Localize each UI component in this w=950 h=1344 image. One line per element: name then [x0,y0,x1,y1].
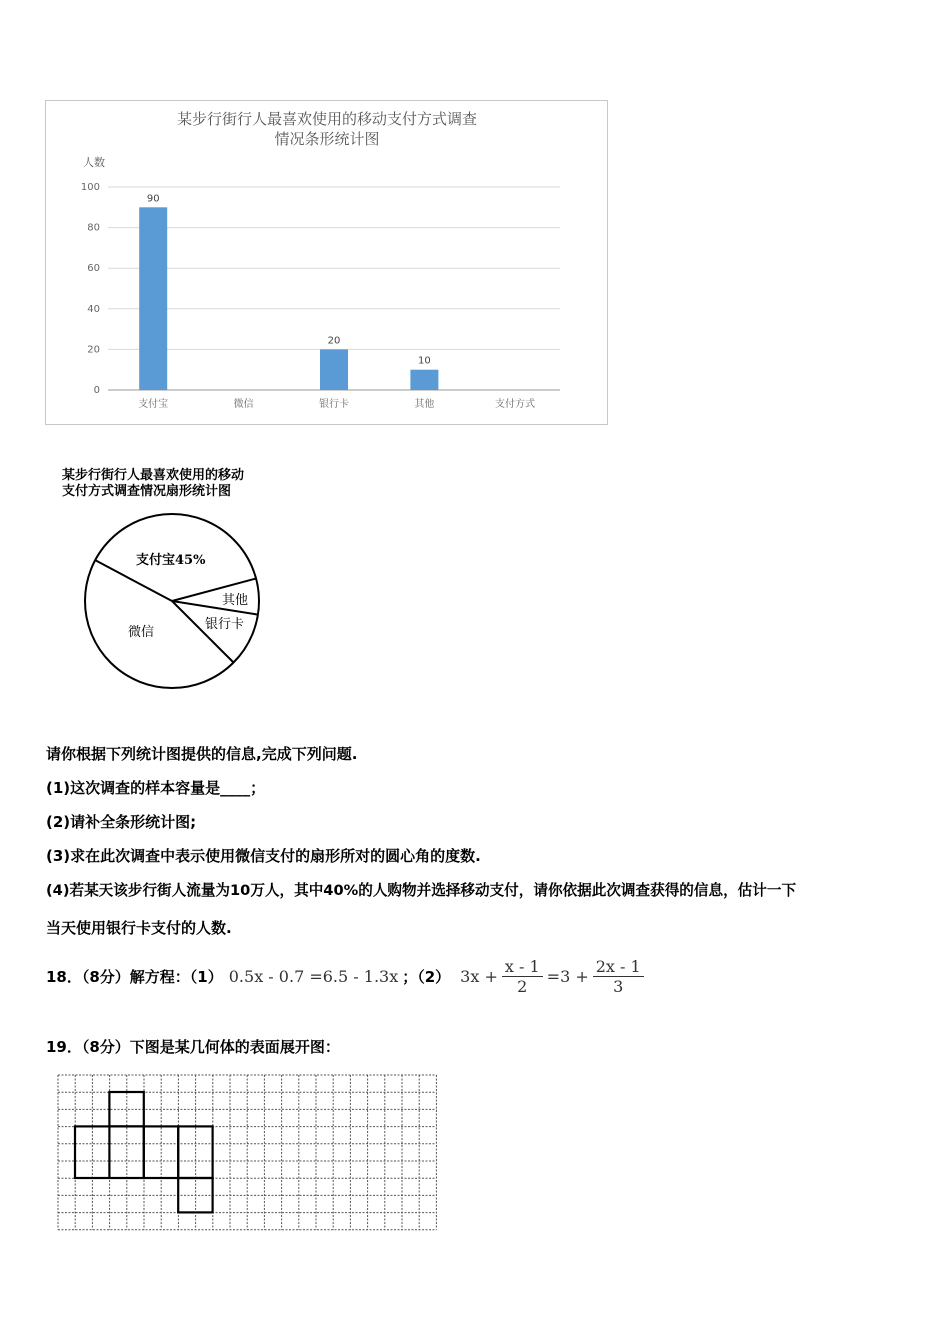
pie-label-bankcard: 银行卡 [205,617,245,632]
bar-ytick-label: 20 [87,344,100,356]
q18-separator: ；（2） [402,967,451,986]
q18-frac1-denominator: 2 [517,976,528,996]
bar-ytick-label: 0 [93,385,100,396]
bar-category-label: 其他 [414,399,435,410]
pie-chart-title-line1: 某步行街行人最喜欢使用的移动 [62,468,245,483]
bar-chart-title-line1: 某步行街行人最喜欢使用的移动支付方式调查 [176,110,478,128]
pie-chart-title-line2: 支付方式调查情况扇形统计图 [62,484,232,499]
pie-chart [70,505,270,695]
q18-frac2-denominator: 3 [613,976,624,996]
bar-value-label: 90 [146,193,160,205]
bar-ytick-label: 100 [80,182,100,193]
q17-part3: (3)求在此次调查中表示使用微信支付的扇形所对的圆心角的度数. [46,847,481,865]
bar-0 [139,207,167,390]
bar-value-label: 10 [418,355,431,367]
pie-label-other: 其他 [222,593,249,608]
bar-category-label: 微信 [233,399,254,410]
q17-part4-line1: (4)若某天该步行街人流量为10万人，其中40%的人购物并选择移动支付，请你依据此次调查获得的信息，估计一下 [46,882,797,899]
q17-part1: (1)这次调查的样本容量是____； [46,779,266,797]
bar-chart-xlabel: 支付方式 [495,399,535,410]
q17-part2: (2)请补全条形统计图; [46,813,197,831]
q18-frac2-numerator: 2x - 1 [593,957,644,977]
bar-3 [410,370,438,390]
bar-category-label: 支付宝 [138,399,169,410]
bar-ytick-label: 80 [87,222,100,234]
net-diagram [55,1072,440,1232]
q18-label: 18．（8分）解方程：（1） [46,967,223,986]
pie-chart-title [62,468,244,500]
q18-eq2-fraction1 [502,957,543,996]
bar-chart [45,100,608,425]
q18-frac1-numerator: x - 1 [502,957,543,977]
bar-category-label: 银行卡 [319,399,349,410]
q17-intro: 请你根据下列统计图提供的信息,完成下列问题. [46,745,358,763]
bar-ytick-label: 40 [87,303,100,315]
q19-label: 19．（8分）下图是某几何体的表面展开图： [46,1038,340,1056]
pie-label-alipay: 支付宝45% [136,553,206,568]
bar-chart-title-line2: 情况条形统计图 [274,130,380,148]
q17-part4-line2: 当天使用银行卡支付的人数. [46,919,232,937]
q18-line [46,953,644,999]
bar-ytick-label: 60 [87,263,100,275]
q18-eq2-left: 3x + [460,966,498,986]
q18-equation1: 0.5x - 0.7 =6.5 - 1.3x [228,966,399,986]
bar-chart-ylabel: 人数 [83,156,105,169]
pie-label-wechat: 微信 [128,625,155,640]
bar-2 [320,349,348,390]
bar-value-label: 20 [327,335,341,347]
q18-eq2-mid: =3 + [546,966,589,986]
q18-eq2-fraction2 [593,957,644,996]
